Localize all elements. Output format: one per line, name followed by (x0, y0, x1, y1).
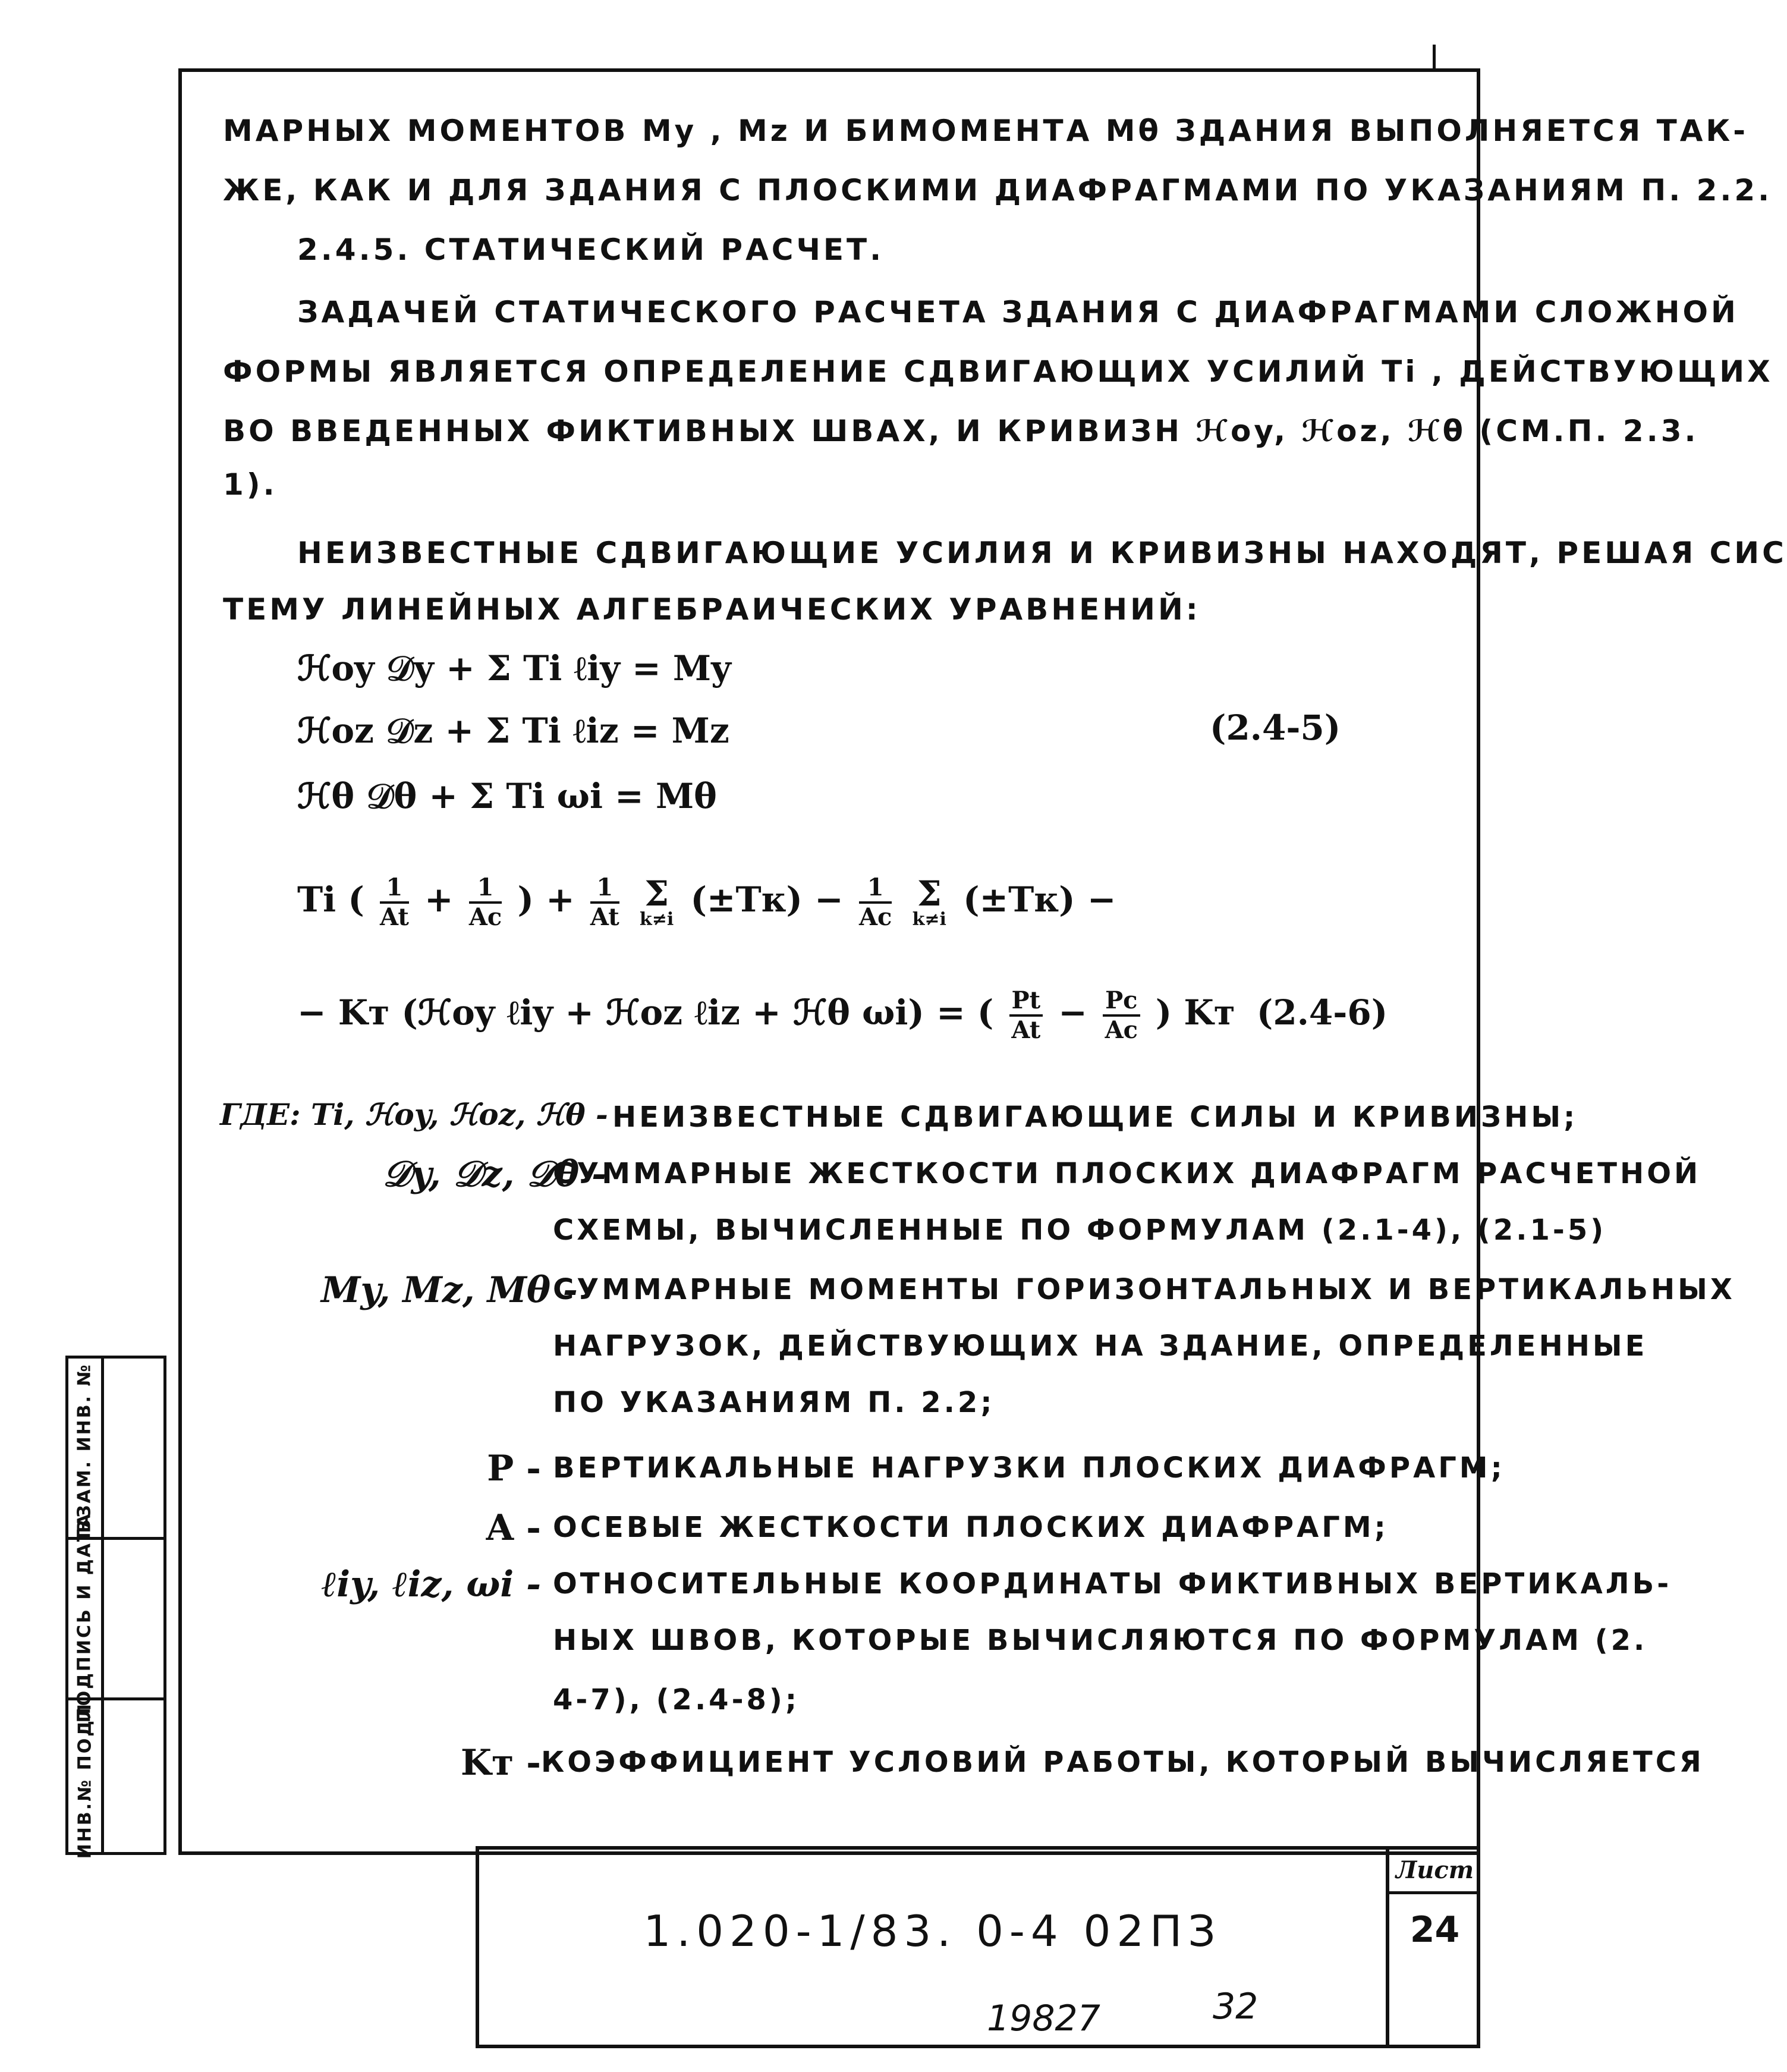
eq5-right: ) Kт (1155, 992, 1235, 1033)
equation-3: ℋθ 𝒟θ + Σ Ti ωi = Mθ (297, 776, 717, 816)
frac-1-ac-2 (859, 874, 892, 931)
text-line-3: ЗАДАЧЕЙ СТАТИЧЕСКОГО РАСЧЕТА ЗДАНИЯ С ДИАФРАГМАМИ СЛОЖНОЙ (297, 295, 1739, 329)
def-text-3a: СУММАРНЫЕ МОМЕНТЫ ГОРИЗОНТАЛЬНЫХ И ВЕРТИКАЛЬНЫХ (553, 1273, 1735, 1306)
equation-number-1: (2.4-5) (1210, 708, 1341, 748)
def-symbol-2: 𝒟y, 𝒟z, 𝒟θ - (382, 1153, 606, 1195)
stamp-vertical-divider (101, 1359, 104, 1852)
frac-1-ac (469, 874, 502, 931)
stamp-label-signature-text: ПОДПИСЬ И ДАТА (74, 1511, 96, 1723)
corner-tick (1433, 45, 1436, 70)
stamp-label-replace-text: ВЗАМ. ИНВ. № (74, 1362, 96, 1533)
text-line-5: ВО ВВЕДЕННЫХ ФИКТИВНЫХ ШВАХ, И КРИВИЗН ℋoy, ℋoz, ℋθ (СМ.П. 2.3. (223, 414, 1699, 448)
frac-den: At (380, 903, 409, 931)
def-text-2b: СХЕМЫ, ВЫЧИСЛЕННЫЕ ПО ФОРМУЛАМ (2.1-4), (2.1-5) (553, 1213, 1607, 1247)
equation-1: ℋoy 𝒟y + Σ Ti ℓiy = My (297, 648, 731, 688)
stamp-label-inv-sub-text: ИНВ.№ ПОДЛ. (74, 1693, 96, 1859)
def-text-3b: НАГРУЗОК, ДЕЙСТВУЮЩИХ НА ЗДАНИЕ, ОПРЕДЕЛЕННЫЕ (553, 1329, 1648, 1363)
frac-num: 1 (469, 874, 502, 904)
eq4-pm-tk: (±Tк) − (690, 879, 844, 920)
frac-den: At (1011, 1016, 1041, 1044)
sum-lower-limit: k≠i (639, 909, 674, 930)
def-text-4: ВЕРТИКАЛЬНЫЕ НАГРУЗКИ ПЛОСКИХ ДИАФРАГМ; (553, 1451, 1505, 1485)
frac-num: Pt (1009, 987, 1043, 1017)
text-line-2: ЖЕ, КАК И ДЛЯ ЗДАНИЯ С ПЛОСКИМИ ДИАФРАГМАМИ ПО УКАЗАНИЯМ П. 2.2. (223, 173, 1773, 207)
sheet-label: Лист (1389, 1850, 1480, 1894)
equation-5 (297, 987, 1388, 1044)
frac-pt-at (1009, 987, 1043, 1044)
text-line-7: НЕИЗВЕСТНЫЕ СДВИГАЮЩИЕ УСИЛИЯ И КРИВИЗНЫ НАХОДЯТ, РЕШАЯ СИС (297, 536, 1787, 570)
sum-k (639, 873, 674, 930)
frac-1-at-2 (590, 874, 619, 931)
eq5-minus: − (1058, 992, 1087, 1033)
equation-2: ℋoz 𝒟z + Σ Ti ℓiz = Mz (297, 710, 729, 751)
frac-pc-ac (1103, 987, 1140, 1044)
def-text-6a: ОТНОСИТЕЛЬНЫЕ КООРДИНАТЫ ФИКТИВНЫХ ВЕРТИКАЛЬ- (553, 1567, 1672, 1601)
def-text-7: КОЭФФИЦИЕНТ УСЛОВИЙ РАБОТЫ, КОТОРЫЙ ВЫЧИСЛЯЕТСЯ (541, 1746, 1704, 1779)
frac-den: Ac (858, 903, 892, 931)
stamp-label-signature (68, 1511, 101, 1723)
def-symbol-4: P - (487, 1448, 541, 1489)
sum-lower-limit: k≠i (912, 909, 946, 930)
def-text-6b: НЫХ ШВОВ, КОТОРЫЕ ВЫЧИСЛЯЮТСЯ ПО ФОРМУЛАМ (2. (553, 1624, 1648, 1657)
equation-4 (297, 874, 1116, 931)
section-heading: 2.4.5. СТАТИЧЕСКИЙ РАСЧЕТ. (297, 232, 885, 267)
sum-k-2 (912, 873, 946, 930)
eq4-plus: + (424, 879, 454, 920)
eq4-start: Ti ( (297, 879, 364, 920)
page-count-note: 32 (1213, 1986, 1259, 2027)
def-symbol-1: ГДЕ: Ti, ℋoy, ℋoz, ℋθ - (220, 1097, 608, 1132)
equation-number-2: (2.4-6) (1256, 992, 1388, 1033)
eq5-left: − Kт (ℋoy ℓiy + ℋoz ℓiz + ℋθ ωi) = ( (297, 992, 994, 1033)
def-symbol-7: Kт - (460, 1742, 541, 1784)
def-text-1: НЕИЗВЕСТНЫЕ СДВИГАЮЩИЕ СИЛЫ И КРИВИЗНЫ; (612, 1101, 1578, 1134)
frac-den: Ac (1105, 1016, 1138, 1044)
sigma-symbol: Σ (644, 873, 669, 914)
frac-1-at (380, 874, 409, 931)
frac-num: 1 (380, 874, 409, 904)
def-symbol-5: A - (486, 1507, 541, 1549)
sigma-symbol: Σ (917, 873, 942, 914)
eq4-close: ) + (517, 879, 575, 920)
archive-number: 19827 (987, 1998, 1100, 2039)
def-symbol-3: My, Mz, Mθ - (321, 1269, 578, 1311)
def-text-3c: ПО УКАЗАНИЯМ П. 2.2; (553, 1386, 995, 1419)
document-code: 1.020-1/83. 0-4 02ПЗ (643, 1906, 1222, 1956)
def-text-6c: 4-7), (2.4-8); (553, 1683, 800, 1716)
title-block (476, 1846, 1480, 2048)
stamp-label-replace (68, 1359, 101, 1537)
text-line-1: МАРНЫХ МОМЕНТОВ My , Mz И БИМОМЕНТА Mθ ЗДАНИЯ ВЫПОЛНЯЕТСЯ ТАК- (223, 114, 1749, 148)
frac-num: Pc (1103, 987, 1140, 1017)
frac-num: 1 (590, 874, 619, 904)
frac-den: Ac (468, 903, 502, 931)
def-text-2a: СУММАРНЫЕ ЖЕСТКОСТИ ПЛОСКИХ ДИАФРАГМ РАСЧЕТНОЙ (553, 1157, 1701, 1190)
def-symbol-6: ℓiy, ℓiz, ωi - (321, 1564, 541, 1605)
eq4-pm-tk-end: (±Tк) − (963, 879, 1116, 920)
sheet-number: 24 (1410, 1909, 1460, 1951)
stamp-column (65, 1356, 166, 1859)
text-line-8: ТЕМУ ЛИНЕЙНЫХ АЛГЕБРАИЧЕСКИХ УРАВНЕНИЙ: (223, 592, 1201, 627)
frac-num: 1 (859, 874, 892, 904)
def-text-5: ОСЕВЫЕ ЖЕСТКОСТИ ПЛОСКИХ ДИАФРАГМ; (553, 1511, 1389, 1544)
text-line-6: 1). (223, 467, 278, 502)
text-line-4: ФОРМЫ ЯВЛЯЕТСЯ ОПРЕДЕЛЕНИЕ СДВИГАЮЩИХ УСИЛИЙ Ti , ДЕЙСТВУЮЩИХ (223, 354, 1773, 389)
frac-den: At (590, 903, 619, 931)
